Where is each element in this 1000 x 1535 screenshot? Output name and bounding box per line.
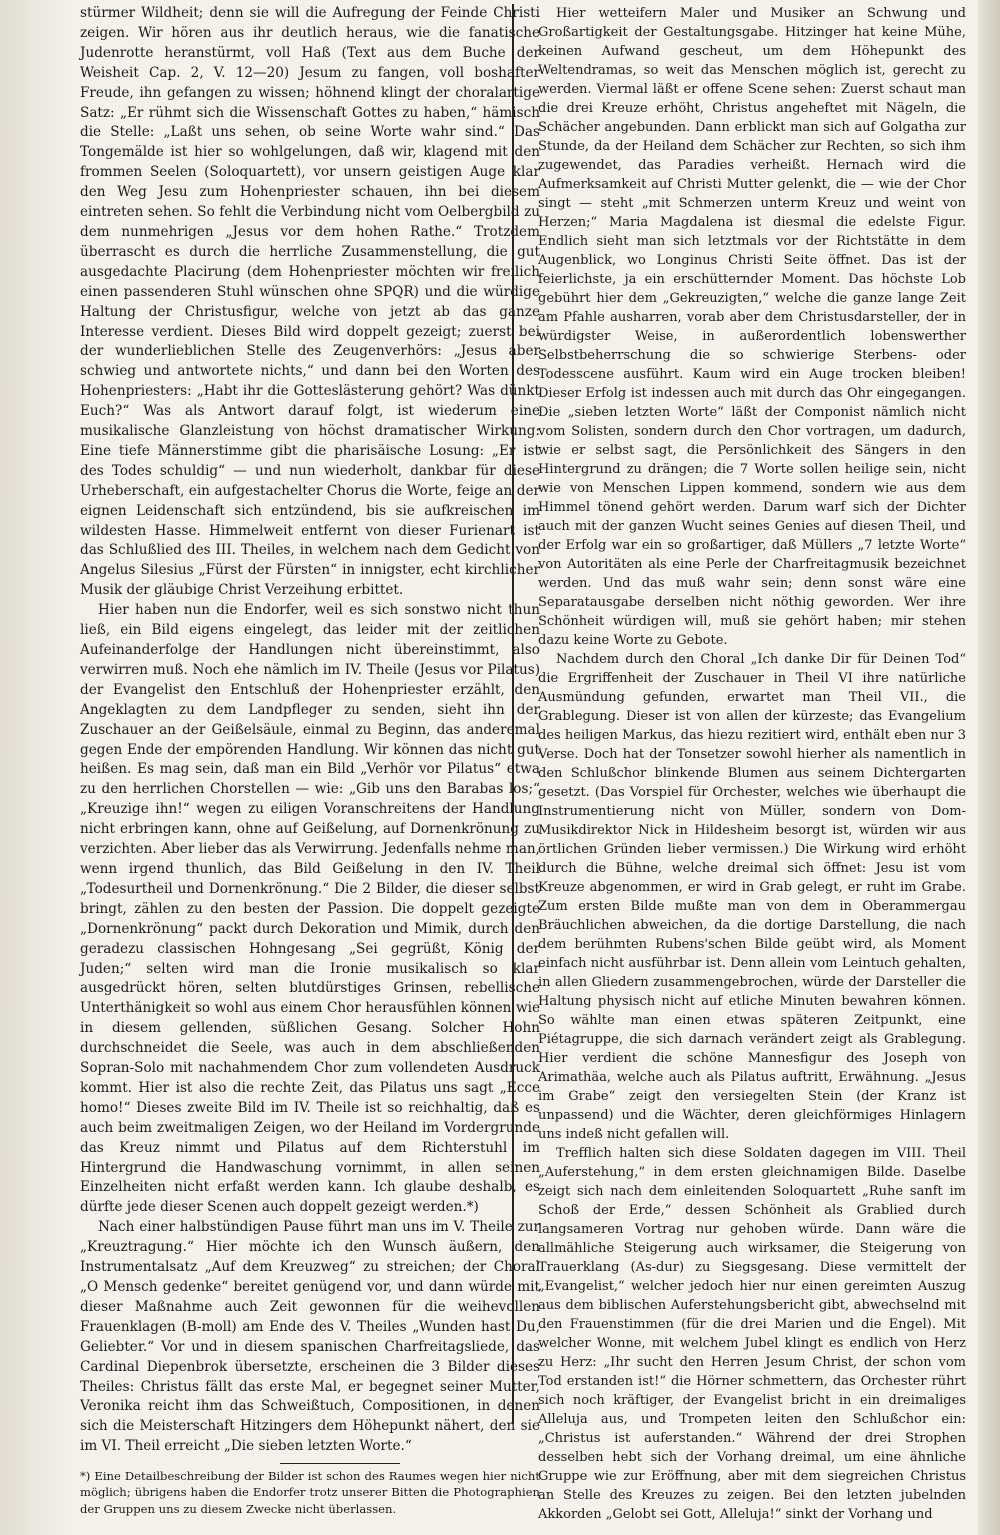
page-right-edge <box>978 0 1000 1535</box>
right-paragraph-2: Nachdem durch den Choral „Ich danke Dir für Deinen Tod“ die Ergriffenheit der Zuschauer in Theil VI ihre natürliche Ausmündung gefunden, erwartet man Theil VII., die Grablegung. Dieser ist von allen der kürzeste; das Evangelium des heiligen Markus, das hiezu rezitiert wird, enthält eben nur 3 Verse. Doch hat der Tonsetzer sowohl hierher als namentlich in den Schlußchor blinkende Blumen aus seinem Dichtergarten gesetzt. (Das Vorspiel für Orchester, welches wie überhaupt die Instrumentierung nicht von Müller, sondern von Dom-Musikdirektor Nick in Hildesheim besorgt ist, würden wir aus örtlichen Gründen lieber vermissen.) Die Wirkung wird erhöht durch die Bühne, welche dreimal sich öffnet: Jesu ist vom Kreuze abgenommen, er wird in Grab gelegt, er ruht im Grabe. Zum ersten Bilde mußte man von dem in Oberammergau Bräuchlichen abweichen, da die dortige Darstellung, die nach dem berühmten Rubens'schen Bilde geübt wird, als Moment einfach nicht ausführbar ist. Denn allein vom Leintuch gehalten, in allen Gliedern zusammengebrochen, würde der Darsteller die Haltung physisch nicht auf etliche Minuten bewahren können. So wählte man einen etwas späteren Zeitpunkt, eine Piétagruppe, die sich darnach verändert zeigt als Grablegung. Hier verdient die schöne Mannesfigur des Joseph von Arimathäa, welche auch als Pilatus auftritt, Erwähnung. „Jesus im Grabe“ zeigt den versiegelten Stein (der Kranz ist unpassend) und die Wächter, deren gleichförmiges Hinlagern uns indeß nicht gefallen will. <box>538 652 966 1142</box>
left-column <box>80 4 540 1517</box>
footnote: *) Eine Detailbeschreibung der Bilder ist schon des Raumes wegen hier nicht möglich; übrigens haben die Endorfer trotz unserer Bitten die Photographien der Gruppen uns zu diesem Zwecke nicht überlassen. <box>80 1469 540 1516</box>
left-paragraph-2: Hier haben nun die Endorfer, weil es sich sonstwo nicht thun ließ, ein Bild eigens eingelegt, das leider mit der zeitlichen Aufeinanderfolge der Handlungen nicht übereinstimmt, also verwirren muß. Noch ehe nämlich im IV. Theile (Jesus vor Pilatus) der Evangelist den Entschluß der Hohenpriester erzählt, den Angeklagten zu dem Landpfleger zu senden, sieht ihn der Zuschauer an der Geißelsäule, einmal zu Beginn, das anderemal gegen Ende der empörenden Handlung. Wir können das nicht gut heißen. Es mag sein, daß man ein Bild „Verhör vor Pilatus“ etwa zu den herrlichen Chorstellen — wie: „Gib uns den Barabas los;“ „Kreuzige ihn!“ wegen zu eiligen Voranschreitens der Handlung nicht erbringen kann, ohne auf Geißelung, auf Dornenkrönung zu verzichten. Aber lieber das als Verwirrung. Jedenfalls nehme man, wenn irgend thunlich, das Bild Geißelung in den IV. Theil „Todesurtheil und Dornenkrönung.“ Die 2 Bilder, die dieser selbst bringt, zählen zu den besten der Passion. Die doppelt gezeigte „Dornenkrönung“ packt durch Dekoration und Mimik, durch den geradezu classischen Hohngesang „Sei gegrüßt, König der Juden;“ selten wird man die Ironie musikalisch so klar ausgedrückt hören, selten blutdürstiges Grinsen, rebellische Unterthänigkeit so wohl aus einem Chor herausfühlen können wie in diesem gellenden, süßlichen Gesang. Solcher Hohn durchschneidet die Seele, was auch in dem abschließenden Sopran-Solo mit nachahmendem Chor zum vollendeten Ausdruck kommt. Hier ist also die rechte Zeit, das Pilatus uns sagt „Ecce homo!“ Dieses zweite Bild im IV. Theile ist so reichhaltig, daß es auch beim zweitmaligen Zeigen, wo der Heiland im Vordergrunde das Kreuz nimmt und Pilatus auf dem Richterstuhl im Hintergrund die Handwaschung vornimmt, in allen seinen Einzelheiten nicht erfaßt werden kann. Ich glaube deshalb, es dürfte jede dieser Scenen auch doppelt gezeigt werden.*) <box>80 602 540 1216</box>
right-column <box>538 4 966 1524</box>
right-paragraph-3: Trefflich halten sich diese Soldaten dagegen im VIII. Theil „Auferstehung,“ in dem ersten gleichnamigen Bilde. Daselbe zeigt sich nach dem einleitenden Soloquartett „Ruhe sanft im Schoß der Erde,“ dessen Schönheit als Grablied durch langsameren Vortrag nur gehoben würde. Dann wäre die allmähliche Steigerung auch wirksamer, die Steigerung von Trauerklang (As-dur) zu Siegsgesang. Diese vermittelt der „Evangelist,“ welcher jedoch hier nur einen gereimten Auszug aus dem biblischen Auferstehungsbericht gibt, abwechselnd mit den Frauenstimmen (für die drei Marien und die Engel). Mit welcher Wonne, mit welchem Jubel klingt es endlich von Herz zu Herz: „Ihr sucht den Herren Jesum Christ, der schon vom Tod erstanden ist!“ die Hörner schmettern, das Orchester rührt sich noch kräftiger, der Evangelist bricht in ein dreimaliges Alleluja aus, und Trompeten leiten den Schlußchor ein: „Christus ist auferstanden.“ Während der drei Strophen desselben hebt sich der Vorhang dreimal, um eine ähnliche Gruppe wie zur Eröffnung, aber mit dem siegreichen Christus an Stelle des Kreuzes zu zeigen. Bei den letzten jubelnden Akkorden „Gelobt sei Gott, Alleluja!“ sinkt der Vorhang und <box>538 1146 966 1522</box>
footnote-rule <box>280 1463 400 1464</box>
column-divider <box>512 4 514 1424</box>
page-edge-shading <box>0 0 70 1535</box>
left-paragraph-1: stürmer Wildheit; denn sie will die Aufregung der Feinde Christi zeigen. Wir hören aus ihr deutlich heraus, wie die fanatische Judenrotte heranstürmt, voll Haß (Text aus dem Buche der Weisheit Cap. 2, V. 12—20) Jesum zu fangen, voll boshafter Freude, ihn gefangen zu wissen; höhnend klingt der choralartige Satz: „Er rühmt sich die Wissenschaft Gottes zu haben,“ hämisch die Stelle: „Laßt uns sehen, ob seine Worte wahr sind.“ Das Tongemälde ist hier so wohlgelungen, daß wir, klagend mit den frommen Seelen (Soloquartett), vor unsern geistigen Auge klar den Weg Jesu zum Hohenpriester schauen, ihn bei diesem eintreten sehen. So fehlt die Verbindung nicht vom Oelbergbild zu dem nunmehrigen „Jesus vor dem hohen Rathe.“ Trotzdem überrascht es durch die herrliche Zusammenstellung, die gut ausgedachte Placirung (dem Hohenpriester möchten wir freilich einen passenderen Stuhl wünschen ohne SPQR) und die würdige Haltung der Christusfigur, welche von jetzt ab das ganze Interesse verdient. Dieses Bild wird doppelt gezeigt; zuerst bei der wunderlieblichen Stelle des Zeugenverhörs: „Jesus aber schwieg und antwortete nichts,“ und dann bei den Worten des Hohenpriesters: „Habt ihr die Gotteslästerung gehört? Was dünkt Euch?“ Was als Antwort darauf folgt, ist wiederum eine musikalische Glanzleistung von höchst dramatischer Wirkung: Eine tiefe Männerstimme gibt die pharisäische Losung: „Er ist des Todes schuldig“ — und nun wiederholt, dankbar für diese Urheberschaft, ein aufgestachelter Chorus die Worte, feige an der eignen Leidenschaft sich entzündend, bis sie aufkreischen im wildesten Hasse. Himmelweit entfernt von dieser Furienart ist das Schlußlied des III. Theiles, in welchem nach dem Gedicht von Angelus Silesius „Fürst der Fürsten“ in innigster, echt kirchlicher Musik der gläubige Christ Verzeihung erbittet. <box>80 5 540 599</box>
right-paragraph-1: Hier wetteifern Maler und Musiker an Schwung und Großartigkeit der Gestaltungsgabe. Hitzinger hat keine Mühe, keinen Aufwand gescheut, um dem Höhepunkt des Weltendramas, so weit das Menschen möglich ist, gerecht zu werden. Viermal läßt er offene Scene sehen: Zuerst schaut man die drei Kreuze erhöht, Christus angeheftet mit Nägeln, die Schächer angebunden. Dann erblickt man sich auf Golgatha zur Stunde, da der Heiland dem Schächer zur Rechten, so sich ihm zugewendet, das Paradies verheißt. Hernach wird die Aufmerksamkeit auf Christi Mutter gelenkt, die — wie der Chor singt — steht „mit Schmerzen unterm Kreuz und weint von Herzen;“ Maria Magdalena ist diesmal die edelste Figur. Endlich sieht man sich letztmals vor der Richtstätte in dem Augenblick, wo Longinus Christi Seite öffnet. Das ist der feierlichste, ja ein erschütternder Moment. Das höchste Lob gebührt hier dem „Gekreuzigten,“ welche die ganze lange Zeit am Pfahle ausharren, vorab aber dem Christusdarsteller, der in würdigster Weise, in außerordentlich lobenswerther Selbstbeherrschung die so schwierige Sterbens- oder Todesscene ausführt. Kaum wird ein Auge trocken bleiben! Dieser Erfolg ist indessen auch mit durch das Ohr eingegangen. Die „sieben letzten Worte“ läßt der Componist nämlich nicht vom Solisten, sondern durch den Chor vortragen, um dadurch, wie er selbst sagt, die Persönlichkeit des Sängers in den Hintergrund zu drängen; die 7 Worte sollen heilige sein, nicht wie von Menschen Lippen kommend, sondern wie aus dem Himmel tönend gehört werden. Darum warf sich der Dichter auch mit der ganzen Wucht seines Genies auf diesen Theil, und der Erfolg war ein so großartiger, daß Müllers „7 letzte Worte“ von Autoritäten als eine Perle der Charfreitagmusik bezeichnet werden. Und das muß wahr sein; denn sonst wäre eine Separatausgabe derselben nicht nöthig geworden. Wer ihre Schönheit würdigen will, muß sie gehört haben; mir stehen dazu keine Worte zu Gebote. <box>538 6 966 648</box>
left-paragraph-3: Nach einer halbstündigen Pause führt man uns im V. Theile zur „Kreuztragung.“ Hier möchte ich den Wunsch äußern, den Instrumentalsatz „Auf dem Kreuzweg“ zu streichen; der Choral „O Mensch gedenke“ bereitet genügend vor, und dann würde mit dieser Maßnahme auch Zeit gewonnen für die weihevollen Frauenklagen (B-moll) am Ende des V. Theiles „Wunden hast Du, Geliebter.“ Vor und in diesem spanischen Charfreitagsliede, das Cardinal Diepenbrok übersetzte, erscheinen die 3 Bilder dieses Theiles: Christus fällt das erste Mal, er begegnet seiner Mutter, Veronika reicht ihm das Schweißtuch, Compositionen, in denen sich die Meisterschaft Hitzingers dem Höhepunkt nähert, den sie im VI. Theil erreicht „Die sieben letzten Worte.“ <box>80 1219 540 1455</box>
